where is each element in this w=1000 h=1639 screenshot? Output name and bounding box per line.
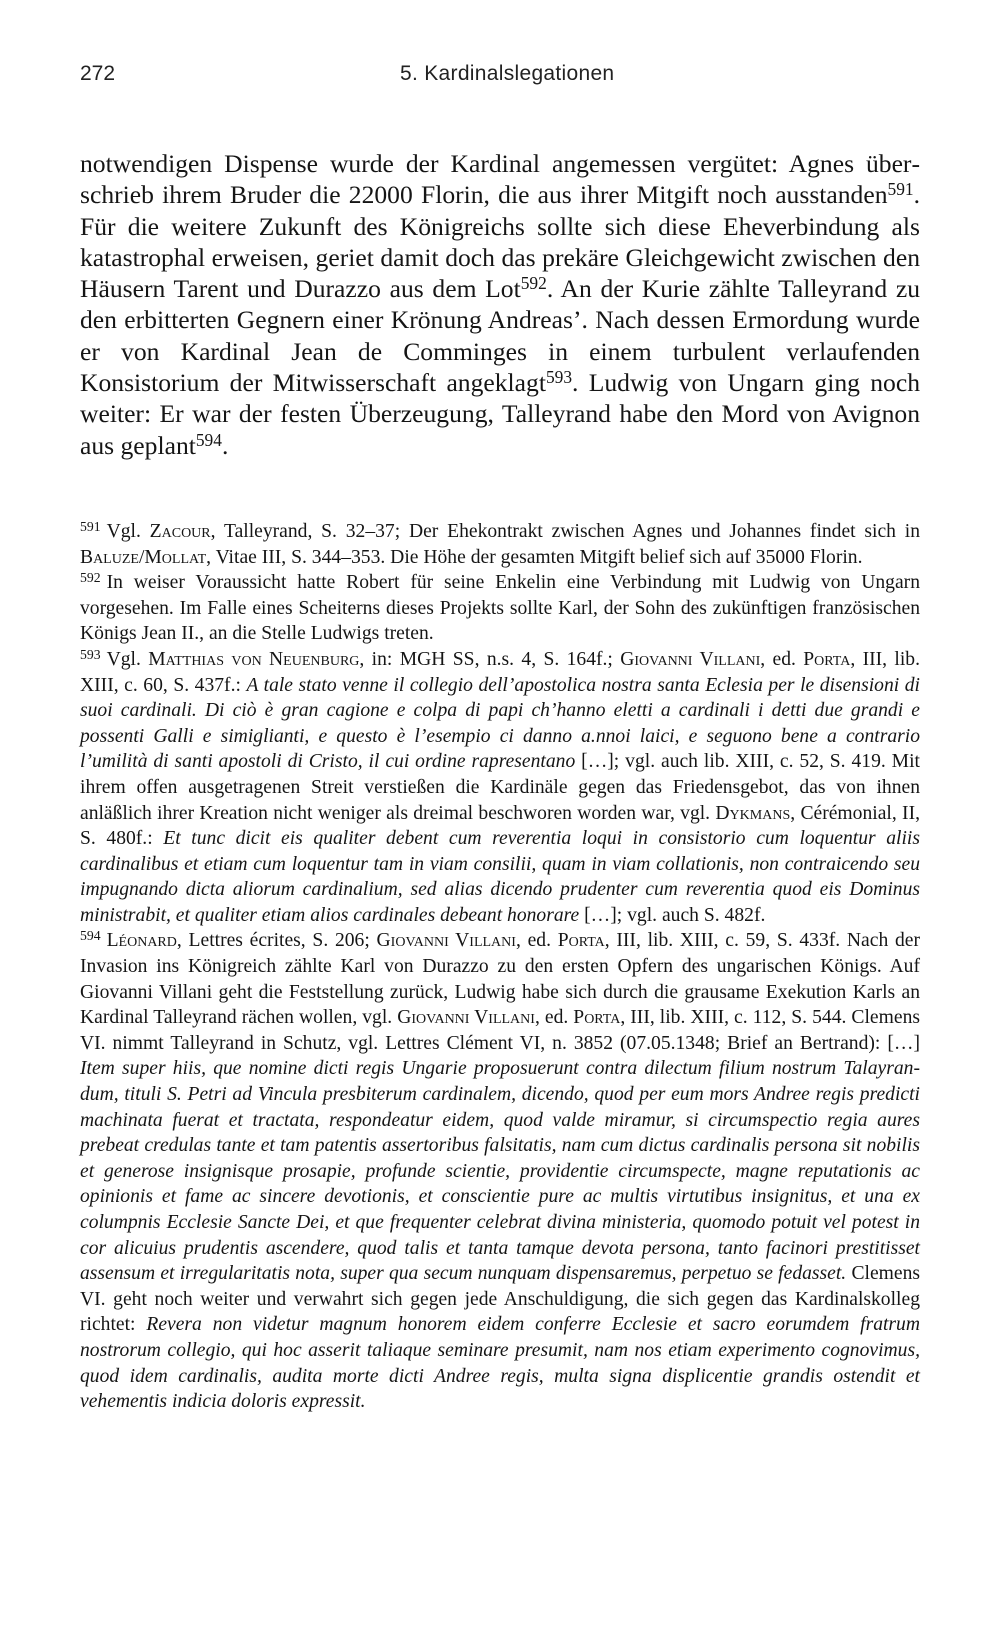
running-head: [80, 62, 920, 96]
author-name: Matthias von Neuenburg: [148, 648, 360, 670]
footnote-text: , Talleyrand, S. 32–37; Der Ehekontrakt zwischen Agnes und Johannes findet sich in: [210, 520, 920, 542]
footnote-text: , III, lib. XIII, c. 60, S. 437f.:: [80, 648, 920, 696]
footnote-591: [80, 519, 920, 570]
footnote-592: [80, 570, 920, 647]
quotation-italic: A tale stato venne il collegio dell’apostolica nostra santa Eclesia per le disensioni di suoi cardinali. Di ciò è gran cagione e colpa di papi ch’hanno eletti a cardinali i detti due grandi e possenti Galli e simiglianti, e questo è l’esempio ci danno a.nnoi laici, e seguono bene a contrario l’umilità di santi apostoli di Cristo, il cui ordine rapresentano: [80, 674, 920, 773]
footnote-ref-591[interactable]: 591: [887, 179, 914, 200]
author-name: Porta: [803, 648, 851, 670]
quotation-italic: Revera non videtur magnum honorem eidem conferre Ecclesie et sacro eorumdem fratrum nostrorum collegio, qui hoc asserit taliaque seminare presumit, nam nos etiam experimento cognovimus, quod idem cardinalis, audita morte dicti Andree regis, multa signa displicentie grandis ostendit et vehementis indicia doloris expressit.: [80, 1314, 921, 1413]
footnote-text: In weiser Voraussicht hatte Robert für seine Enkelin eine Verbindung mit Ludwig von Ungarn vorgesehen. Im Falle eines Scheiterns dieses Projekts sollte Karl, der Sohn des zukünftigen französischen Königs Jean II., an die Stelle Ludwigs treten.: [80, 572, 920, 645]
footnote-text: […]; vgl. auch S. 482f.: [579, 904, 766, 926]
footnote-ref-593[interactable]: 593: [545, 367, 573, 388]
footnote-number: 593: [80, 646, 101, 662]
quotation-italic: Item super hiis, que nomine dicti regis Ungarie proposuerunt contra dilectum filium nostrum Talayrandum, tituli S. Petri ad Vincula presbiterum cardinalem, dicendo, quod per eum mors Andree regis predicti machinata fuerat et tractata, respondeatur eidem, quod valde miramur, si circumspectio regia aures prebeat credulas tante et tam patentis assertoribus falsitatis, nam cum dictus cardinalis persona sit nobilis et generose insignisque prosapie, profunde scientie, providentie circumspecte, magne reputationis ac opinionis et fame ac sincere devotionis, et conscientie pure ac multis virtutibus insignitus, et una ex columpnis Ecclesie Sancte Dei, et que frequenter celebrat divina ministeria, quomodo potuit vel potest in cor alicuius prudentis ascendere, quod talis et tanta tamque devota persona, tanto facinori prestitisset assensum et irregularitatis nota, super qua secum nunquam dispensaremus, perpetuo se fedasset.: [80, 1058, 920, 1285]
footnote-text: Vgl.: [106, 520, 150, 542]
footnote-number: 592: [80, 569, 101, 585]
author-name: Baluze/Mollat: [80, 546, 207, 568]
footnote-text: , ed.: [760, 648, 804, 670]
footnote-text: , in: MGH SS, n.s. 4, S. 164f.;: [359, 648, 621, 670]
running-title: 5. Kardinalslegationen: [400, 62, 615, 85]
footnote-text: , ed.: [534, 1007, 574, 1029]
author-name: Dykmans: [715, 802, 791, 824]
footnote-number: 594: [80, 928, 101, 944]
footnote-594: [80, 928, 920, 1414]
footnote-ref-592[interactable]: 592: [520, 273, 547, 294]
body-text-segment: .: [221, 430, 229, 460]
quotation-italic: Et tunc dicit eis qualiter debent cum reverentia loqui in consistorio cum loquentur aliis cardinalibus et etiam cum loquentur tam in viam consilii, quam in viam collationis, non contraicendo seu impugnando dicta aliorum cardinalium, sed alias dicendo prudenter cum reverentia quod eis Dominus ministrabit, et qualiter etiam alios cardinales debeant honorare: [80, 828, 920, 926]
body-text-segment: notwendigen Dispense wurde der Kardinal angemessen vergütet: Agnes überschrieb ihrem Bruder die 22000 Florin, die aus ihrer Mitgift noch ausstanden: [80, 149, 920, 210]
footnote-593: [80, 647, 920, 929]
footnotes-section: [80, 519, 920, 1415]
body-text-segment: . Ludwig von Ungarn ging noch weiter: Er war der festen Überzeugung, Talleyrand habe den Mord von Avignon aus geplant: [80, 368, 920, 460]
footnote-text: Vgl.: [106, 648, 149, 670]
author-name: Porta: [557, 930, 605, 952]
author-name: Giovanni Villani: [620, 648, 761, 670]
footnote-number: 591: [80, 518, 101, 534]
book-page: [80, 62, 920, 1415]
footnote-text: , III, lib. XIII, c. 59, S. 433f. Nach der Invasion ins Königreich zählte Karl von Durazzo zu den ersten Opfern des ungarischen Königs. Auf Giovanni Villani geht die Feststellung zurück, Ludwig habe sich durch die grausame Exekution Karls an Kardinal Talleyrand rächen wollen, vgl.: [80, 930, 920, 1029]
author-name: Léonard: [106, 930, 177, 952]
author-name: Porta: [573, 1007, 621, 1029]
footnote-ref-594[interactable]: 594: [195, 429, 222, 450]
body-paragraph: [80, 148, 920, 461]
author-name: Giovanni Villani: [376, 930, 516, 952]
page-number: 272: [80, 62, 116, 85]
footnote-text: , Vitae III, S. 344–353. Die Höhe der gesamten Mitgift belief sich auf 35000 Florin.: [206, 546, 863, 568]
footnote-text: , III, lib. XIII, c. 112, S. 544. Clemens VI. nimmt Talleyrand in Schutz, vgl. Lettres Clément VI, n. 3852 (07.05.1348; Brief an Bertrand): […]: [80, 1007, 920, 1054]
footnote-text: , Cérémonial, II, S. 480f.:: [80, 802, 921, 850]
footnote-text: , ed.: [515, 930, 558, 952]
author-name: Zacour: [149, 520, 211, 542]
body-text-segment: . Für die weitere Zukunft des Königreichs sollte sich diese Eheverbindung als katastrophal erweisen, geriet damit doch das prekäre Gleichgewicht zwischen den Häusern Tarent und Durazzo aus dem Lot: [80, 180, 920, 304]
footnote-text: […]; vgl. auch lib. XIII, c. 52, S. 419. Mit ihrem offen ausgetragenen Streit verstießen die Kardinäle gegen das Friedensgebot, das von ihnen anläßlich ihrer Kreation nicht weniger als dreimal beschworen worden war, vgl.: [80, 751, 920, 824]
footnote-text: Clemens VI. geht noch weiter und verwahrt sich gegen jede Anschuldigung, die sich gegen das Kardinalskolleg richtet:: [80, 1263, 921, 1336]
body-text-segment: . An der Kurie zählte Talleyrand zu den erbitterten Gegnern einer Krönung Andreas’. Nach dessen Ermordung wurde er von Kardinal Jean de Comminges in einem turbulent verlaufenden Konsistorium der Mitwisserschaft angeklagt: [80, 274, 920, 398]
author-name: Giovanni Villani: [397, 1007, 535, 1029]
footnote-text: , Lettres écrites, S. 206;: [176, 930, 377, 952]
